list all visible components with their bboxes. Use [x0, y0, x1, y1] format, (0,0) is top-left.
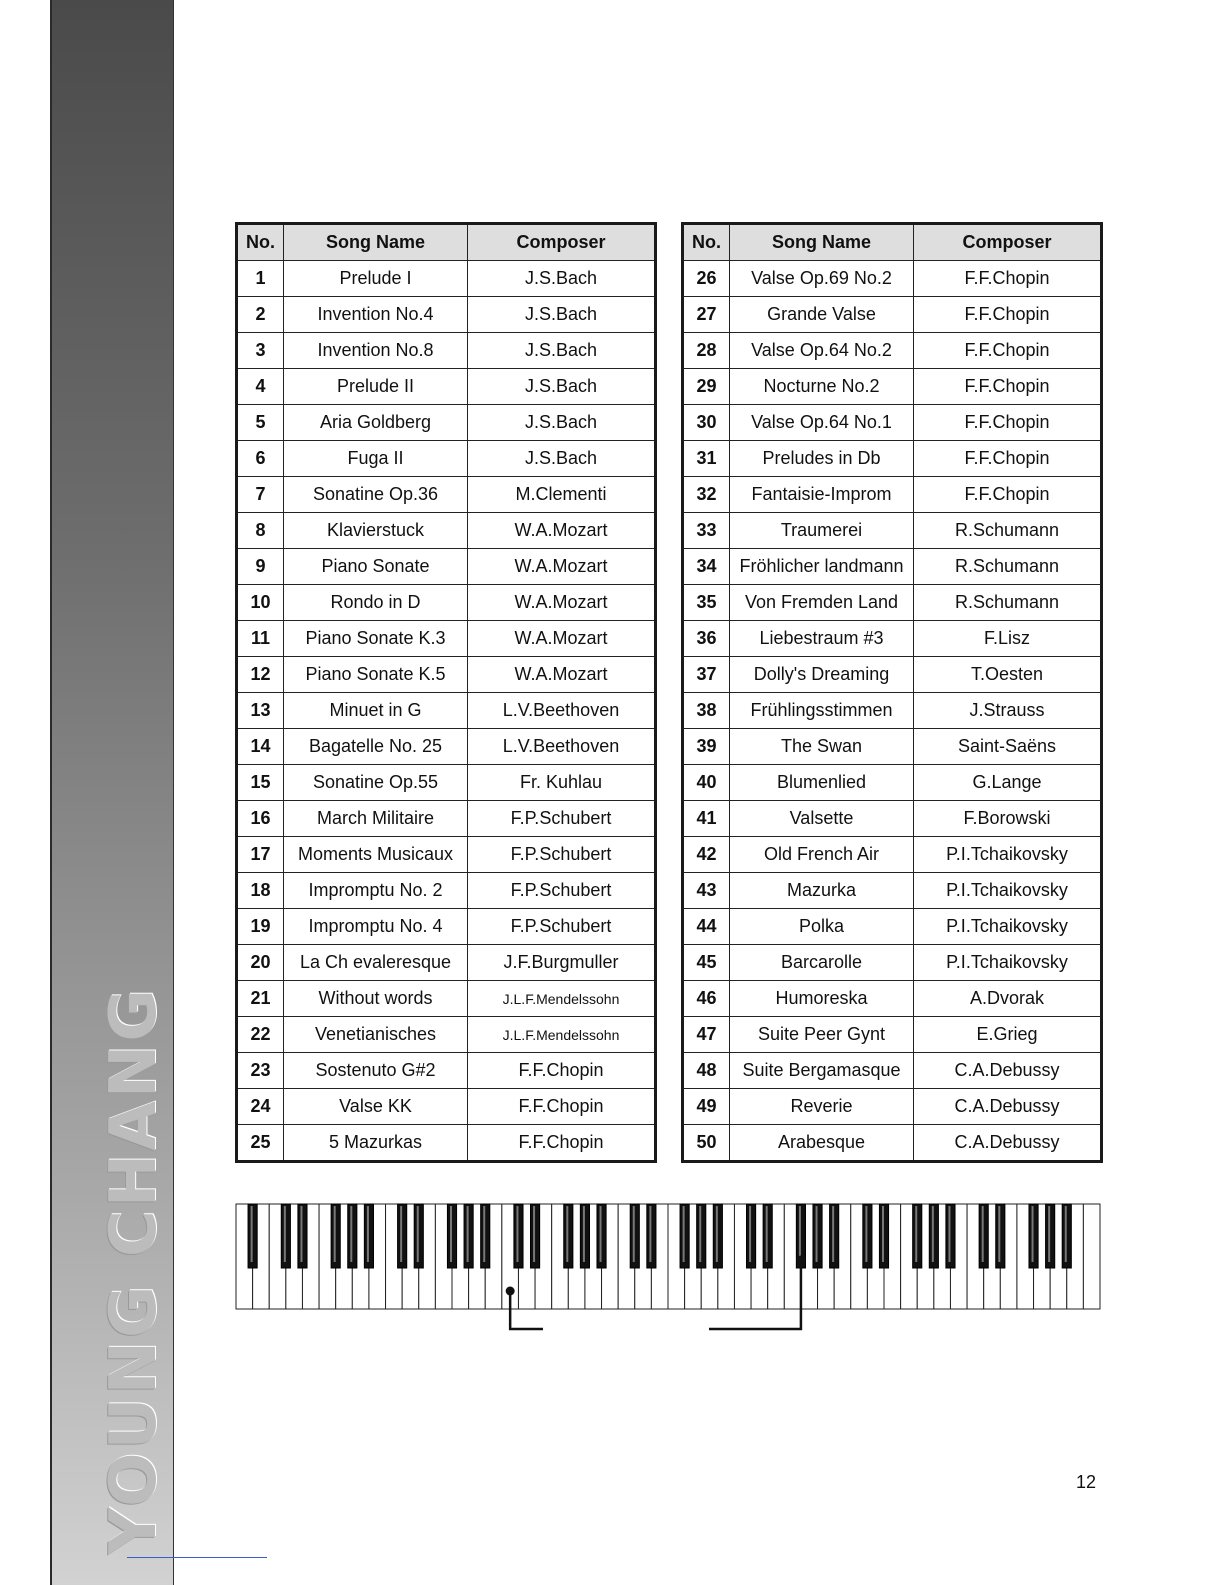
table-row — [683, 1053, 1102, 1089]
song-number: 40 — [683, 765, 730, 801]
bottom-rule — [127, 1557, 267, 1558]
black-key-highlight — [583, 1206, 585, 1262]
song-number: 7 — [237, 477, 284, 513]
song-name: Sonatine Op.36 — [284, 477, 468, 513]
black-key-highlight — [683, 1206, 685, 1262]
table-row — [237, 297, 656, 333]
composer-name: J.L.F.Mendelssohn — [468, 1017, 656, 1053]
song-name: Piano Sonate — [284, 549, 468, 585]
song-number: 44 — [683, 909, 730, 945]
composer-name: W.A.Mozart — [468, 513, 656, 549]
table-header-row — [683, 224, 1102, 261]
song-name: Blumenlied — [730, 765, 914, 801]
song-number: 41 — [683, 801, 730, 837]
composer-name: A.Dvorak — [914, 981, 1102, 1017]
song-name: Old French Air — [730, 837, 914, 873]
song-name: The Swan — [730, 729, 914, 765]
table-row — [683, 549, 1102, 585]
composer-name: F.F.Chopin — [468, 1053, 656, 1089]
black-key-highlight — [566, 1206, 568, 1262]
black-key — [929, 1204, 938, 1268]
table-row — [237, 729, 656, 765]
composer-name: F.P.Schubert — [468, 801, 656, 837]
table-row — [237, 369, 656, 405]
table-row — [683, 621, 1102, 657]
black-key — [630, 1204, 639, 1268]
header-no: No. — [237, 224, 284, 261]
song-name: Rondo in D — [284, 585, 468, 621]
black-key-highlight — [882, 1206, 884, 1262]
song-number: 28 — [683, 333, 730, 369]
song-name: Preludes in Db — [730, 441, 914, 477]
table-row — [683, 729, 1102, 765]
table-row — [683, 1089, 1102, 1125]
song-number: 27 — [683, 297, 730, 333]
piano-keyboard-diagram — [235, 1203, 1101, 1338]
black-key-highlight — [865, 1206, 867, 1262]
song-number: 9 — [237, 549, 284, 585]
song-number: 16 — [237, 801, 284, 837]
table-row — [683, 333, 1102, 369]
composer-name: Fr. Kuhlau — [468, 765, 656, 801]
composer-name: J.S.Bach — [468, 261, 656, 297]
song-number: 8 — [237, 513, 284, 549]
table-row — [683, 297, 1102, 333]
black-key-highlight — [300, 1206, 302, 1262]
composer-name: J.L.F.Mendelssohn — [468, 981, 656, 1017]
table-row — [237, 801, 656, 837]
song-name: La Ch evaleresque — [284, 945, 468, 981]
song-number: 22 — [237, 1017, 284, 1053]
song-number: 50 — [683, 1125, 730, 1162]
table-row — [683, 945, 1102, 981]
black-key-highlight — [799, 1206, 801, 1262]
composer-name: F.F.Chopin — [914, 405, 1102, 441]
composer-name: L.V.Beethoven — [468, 729, 656, 765]
table-row — [683, 1125, 1102, 1162]
table-row — [683, 261, 1102, 297]
song-name: Piano Sonate K.3 — [284, 621, 468, 657]
black-key — [364, 1204, 373, 1268]
table-row — [237, 765, 656, 801]
song-number: 1 — [237, 261, 284, 297]
song-number: 36 — [683, 621, 730, 657]
song-number: 39 — [683, 729, 730, 765]
song-name: Suite Peer Gynt — [730, 1017, 914, 1053]
black-key-highlight — [716, 1206, 718, 1262]
composer-name: F.F.Chopin — [914, 441, 1102, 477]
black-key-highlight — [483, 1206, 485, 1262]
composer-name: P.I.Tchaikovsky — [914, 837, 1102, 873]
song-name: March Militaire — [284, 801, 468, 837]
composer-name: F.F.Chopin — [914, 369, 1102, 405]
song-number: 49 — [683, 1089, 730, 1125]
song-number: 37 — [683, 657, 730, 693]
black-key-highlight — [749, 1206, 751, 1262]
composer-name: W.A.Mozart — [468, 621, 656, 657]
song-name: Invention No.8 — [284, 333, 468, 369]
black-key — [996, 1204, 1005, 1268]
black-key-highlight — [467, 1206, 469, 1262]
table-row — [683, 657, 1102, 693]
song-number: 14 — [237, 729, 284, 765]
song-number: 17 — [237, 837, 284, 873]
composer-name: G.Lange — [914, 765, 1102, 801]
song-name: Invention No.4 — [284, 297, 468, 333]
table-header-row — [237, 224, 656, 261]
table-row — [237, 1053, 656, 1089]
composer-name: C.A.Debussy — [914, 1089, 1102, 1125]
song-name: Frühlingsstimmen — [730, 693, 914, 729]
song-name: Suite Bergamasque — [730, 1053, 914, 1089]
black-key-highlight — [982, 1206, 984, 1262]
composer-name: F.F.Chopin — [468, 1125, 656, 1162]
song-number: 46 — [683, 981, 730, 1017]
table-row — [683, 477, 1102, 513]
composer-name: J.F.Burgmuller — [468, 945, 656, 981]
table-row — [237, 585, 656, 621]
black-key-highlight — [1032, 1206, 1034, 1262]
song-name: Traumerei — [730, 513, 914, 549]
black-key-highlight — [367, 1206, 369, 1262]
song-name: Impromptu No. 2 — [284, 873, 468, 909]
table-row — [683, 981, 1102, 1017]
song-number: 13 — [237, 693, 284, 729]
table-row — [237, 477, 656, 513]
song-table-right — [681, 222, 1103, 1163]
table-row — [237, 657, 656, 693]
table-row — [237, 621, 656, 657]
black-key — [647, 1204, 656, 1268]
composer-name: W.A.Mozart — [468, 549, 656, 585]
song-number: 11 — [237, 621, 284, 657]
song-number: 35 — [683, 585, 730, 621]
song-number: 38 — [683, 693, 730, 729]
song-name: Without words — [284, 981, 468, 1017]
song-name: Valse Op.64 No.2 — [730, 333, 914, 369]
composer-name: L.V.Beethoven — [468, 693, 656, 729]
song-number: 29 — [683, 369, 730, 405]
table-row — [683, 693, 1102, 729]
table-row — [237, 405, 656, 441]
black-key-highlight — [251, 1206, 253, 1262]
table-row — [237, 909, 656, 945]
song-number: 19 — [237, 909, 284, 945]
composer-name: F.Borowski — [914, 801, 1102, 837]
song-number: 24 — [237, 1089, 284, 1125]
song-number: 48 — [683, 1053, 730, 1089]
composer-name: W.A.Mozart — [468, 657, 656, 693]
black-key-highlight — [533, 1206, 535, 1262]
song-number: 10 — [237, 585, 284, 621]
table-row — [237, 837, 656, 873]
table-row — [683, 1017, 1102, 1053]
table-row — [237, 1089, 656, 1125]
black-key — [1062, 1204, 1071, 1268]
song-number: 43 — [683, 873, 730, 909]
black-key — [248, 1204, 257, 1268]
page-number: 12 — [1076, 1472, 1097, 1492]
white-key — [1083, 1204, 1100, 1309]
song-name: Sonatine Op.55 — [284, 765, 468, 801]
table-row — [237, 945, 656, 981]
table-row — [683, 513, 1102, 549]
song-name: Moments Musicaux — [284, 837, 468, 873]
song-name: Mazurka — [730, 873, 914, 909]
song-name: Minuet in G — [284, 693, 468, 729]
black-key — [946, 1204, 955, 1268]
table-row — [683, 369, 1102, 405]
brand-text: YOUNG CHANG — [97, 986, 171, 1554]
composer-name: F.P.Schubert — [468, 837, 656, 873]
composer-name: R.Schumann — [914, 549, 1102, 585]
song-table-left — [235, 222, 657, 1163]
composer-name: J.S.Bach — [468, 297, 656, 333]
song-name: Impromptu No. 4 — [284, 909, 468, 945]
song-name: Von Fremden Land — [730, 585, 914, 621]
table-row — [683, 837, 1102, 873]
song-number: 30 — [683, 405, 730, 441]
composer-name: W.A.Mozart — [468, 585, 656, 621]
composer-name: C.A.Debussy — [914, 1053, 1102, 1089]
song-name: 5 Mazurkas — [284, 1125, 468, 1162]
black-key-highlight — [932, 1206, 934, 1262]
song-name: Prelude I — [284, 261, 468, 297]
black-key — [913, 1204, 922, 1268]
song-name: Barcarolle — [730, 945, 914, 981]
header-composer: Composer — [468, 224, 656, 261]
black-key-highlight — [284, 1206, 286, 1262]
composer-name: R.Schumann — [914, 513, 1102, 549]
song-number: 42 — [683, 837, 730, 873]
table-row — [237, 981, 656, 1017]
table-row — [683, 585, 1102, 621]
table-row — [683, 873, 1102, 909]
composer-name: Saint-Saëns — [914, 729, 1102, 765]
table-row — [683, 801, 1102, 837]
song-name: Prelude II — [284, 369, 468, 405]
song-number: 18 — [237, 873, 284, 909]
composer-name: F.F.Chopin — [914, 477, 1102, 513]
composer-name: P.I.Tchaikovsky — [914, 873, 1102, 909]
composer-name: F.P.Schubert — [468, 873, 656, 909]
composer-name: R.Schumann — [914, 585, 1102, 621]
song-name: Liebestraum #3 — [730, 621, 914, 657]
black-key — [564, 1204, 573, 1268]
composer-name: J.S.Bach — [468, 405, 656, 441]
composer-name: J.S.Bach — [468, 369, 656, 405]
song-name: Valse Op.64 No.1 — [730, 405, 914, 441]
composer-name: P.I.Tchaikovsky — [914, 945, 1102, 981]
song-number: 31 — [683, 441, 730, 477]
song-number: 2 — [237, 297, 284, 333]
song-number: 32 — [683, 477, 730, 513]
black-key-highlight — [766, 1206, 768, 1262]
table-row — [683, 909, 1102, 945]
black-key-highlight — [1048, 1206, 1050, 1262]
song-name: Dolly's Dreaming — [730, 657, 914, 693]
table-row — [237, 441, 656, 477]
song-name: Polka — [730, 909, 914, 945]
black-key-highlight — [516, 1206, 518, 1262]
composer-name: J.S.Bach — [468, 441, 656, 477]
composer-name: P.I.Tchaikovsky — [914, 909, 1102, 945]
table-row — [237, 873, 656, 909]
song-number: 5 — [237, 405, 284, 441]
song-number: 3 — [237, 333, 284, 369]
song-name: Nocturne No.2 — [730, 369, 914, 405]
song-number: 15 — [237, 765, 284, 801]
song-name: Venetianisches — [284, 1017, 468, 1053]
table-row — [237, 333, 656, 369]
composer-name: C.A.Debussy — [914, 1125, 1102, 1162]
black-key-highlight — [816, 1206, 818, 1262]
composer-name: J.S.Bach — [468, 333, 656, 369]
black-key-highlight — [915, 1206, 917, 1262]
song-name: Reverie — [730, 1089, 914, 1125]
song-number: 34 — [683, 549, 730, 585]
song-name: Fuga II — [284, 441, 468, 477]
black-key-highlight — [334, 1206, 336, 1262]
song-name: Aria Goldberg — [284, 405, 468, 441]
black-key-highlight — [350, 1206, 352, 1262]
table-row — [237, 1125, 656, 1162]
black-key-highlight — [400, 1206, 402, 1262]
composer-name: E.Grieg — [914, 1017, 1102, 1053]
composer-name: M.Clementi — [468, 477, 656, 513]
song-name: Valse Op.69 No.2 — [730, 261, 914, 297]
song-name: Arabesque — [730, 1125, 914, 1162]
composer-name: J.Strauss — [914, 693, 1102, 729]
song-name: Humoreska — [730, 981, 914, 1017]
table-row — [683, 765, 1102, 801]
song-number: 12 — [237, 657, 284, 693]
song-number: 4 — [237, 369, 284, 405]
composer-name: T.Oesten — [914, 657, 1102, 693]
black-key-highlight — [832, 1206, 834, 1262]
song-name: Sostenuto G#2 — [284, 1053, 468, 1089]
black-key-highlight — [948, 1206, 950, 1262]
black-key — [331, 1204, 340, 1268]
song-number: 6 — [237, 441, 284, 477]
composer-name: F.F.Chopin — [914, 297, 1102, 333]
black-key — [863, 1204, 872, 1268]
composer-name: F.F.Chopin — [468, 1089, 656, 1125]
composer-name: F.P.Schubert — [468, 909, 656, 945]
song-number: 25 — [237, 1125, 284, 1162]
song-number: 47 — [683, 1017, 730, 1053]
song-number: 45 — [683, 945, 730, 981]
composer-name: F.F.Chopin — [914, 261, 1102, 297]
black-key-highlight — [450, 1206, 452, 1262]
song-number: 26 — [683, 261, 730, 297]
song-name: Piano Sonate K.5 — [284, 657, 468, 693]
table-row — [237, 549, 656, 585]
black-key — [713, 1204, 722, 1268]
header-no: No. — [683, 224, 730, 261]
table-row — [237, 261, 656, 297]
composer-name: F.F.Chopin — [914, 333, 1102, 369]
black-key-highlight — [998, 1206, 1000, 1262]
song-name: Fröhlicher landmann — [730, 549, 914, 585]
black-key-highlight — [633, 1206, 635, 1262]
song-name: Grande Valse — [730, 297, 914, 333]
header-song-name: Song Name — [730, 224, 914, 261]
table-row — [237, 1017, 656, 1053]
black-key — [298, 1204, 307, 1268]
song-name: Fantaisie-Improm — [730, 477, 914, 513]
song-name: Klavierstuck — [284, 513, 468, 549]
table-row — [683, 405, 1102, 441]
header-composer: Composer — [914, 224, 1102, 261]
black-key-highlight — [1065, 1206, 1067, 1262]
song-name: Bagatelle No. 25 — [284, 729, 468, 765]
table-row — [683, 441, 1102, 477]
song-name: Valse KK — [284, 1089, 468, 1125]
song-number: 23 — [237, 1053, 284, 1089]
black-key-highlight — [600, 1206, 602, 1262]
song-number: 20 — [237, 945, 284, 981]
black-key-highlight — [417, 1206, 419, 1262]
header-song-name: Song Name — [284, 224, 468, 261]
song-name: Valsette — [730, 801, 914, 837]
composer-name: F.Lisz — [914, 621, 1102, 657]
song-number: 21 — [237, 981, 284, 1017]
table-row — [237, 513, 656, 549]
table-row — [237, 693, 656, 729]
black-key-highlight — [699, 1206, 701, 1262]
black-key-highlight — [649, 1206, 651, 1262]
song-number: 33 — [683, 513, 730, 549]
